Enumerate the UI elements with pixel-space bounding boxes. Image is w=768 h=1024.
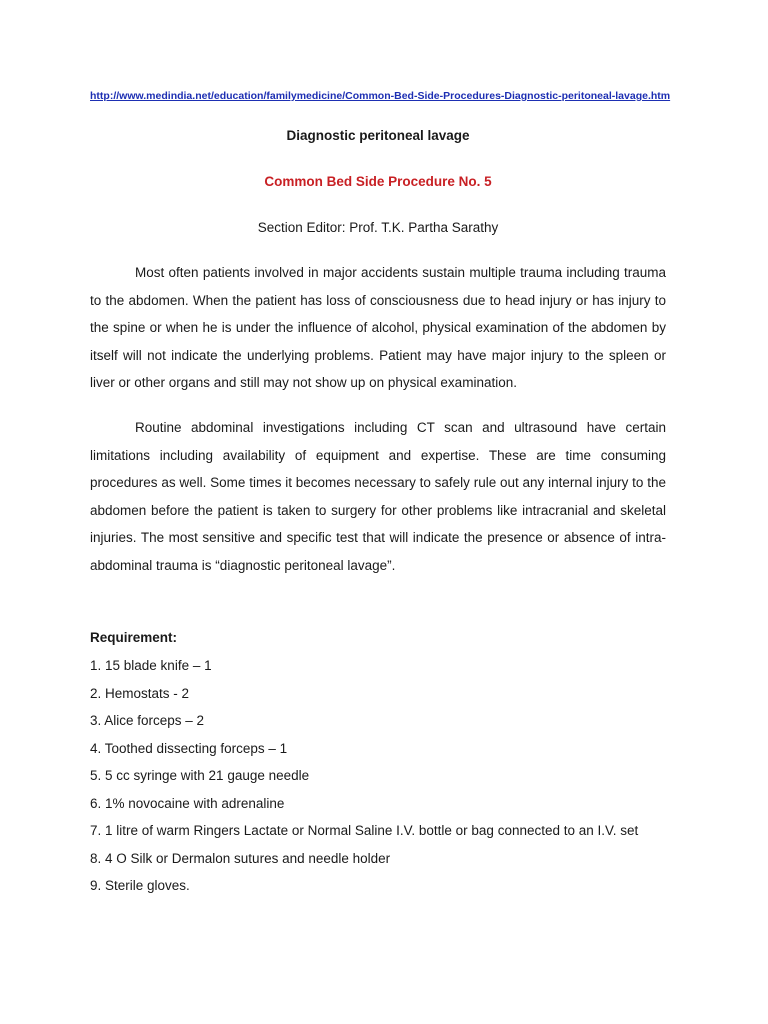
body-paragraph-2: Routine abdominal investigations including CT scan and ultrasound have certain limitations including availability of equipment and expertise. These are time consuming procedures as well. Some times it becomes necessary to safely rule out any internal injury to the abdomen before the patient is taken to surgery for other problems like intracranial and skeletal injuries. The most sensitive and specific test that will indicate the presence or absence of intra-abdominal trauma is “diagnostic peritoneal lavage”. [90, 420, 666, 573]
document-title: Diagnostic peritoneal lavage [286, 128, 470, 143]
list-item: 1. 15 blade knife – 1 [90, 658, 212, 673]
section-editor: Section Editor: Prof. T.K. Partha Sarathy [257, 220, 499, 235]
list-item: 8. 4 O Silk or Dermalon sutures and needle holder [90, 850, 391, 866]
list-item: 4. Toothed dissecting forceps – 1 [90, 740, 288, 756]
list-item: 6. 1% novocaine with adrenaline [90, 795, 285, 811]
body-paragraph-1: Most often patients involved in major accidents sustain multiple trauma including trauma to the abdomen. When the patient has loss of consciousness due to head injury or has injury to the spine or when he is under the influence of alcohol, physical examination of the abdomen by itself will not indicate the underlying problems. Patient may have major injury to the spleen or liver or other organs and still may not show up on physical examination. [90, 265, 666, 390]
list-item: 3. Alice forceps – 2 [90, 713, 205, 728]
source-url-link[interactable]: http://www.medindia.net/education/familymedicine/Common-Bed-Side-Procedures-Diagnostic-peritoneal-lavage.htm [90, 90, 671, 102]
list-item: 2. Hemostats - 2 [90, 685, 190, 701]
requirements-list [90, 652, 690, 900]
document-subtitle: Common Bed Side Procedure No. 5 [264, 174, 492, 189]
list-item: 9. Sterile gloves. [90, 878, 190, 893]
list-item: 5. 5 cc syringe with 21 gauge needle [90, 768, 310, 783]
list-item: 7. 1 litre of warm Ringers Lactate or Normal Saline I.V. bottle or bag connected to an I.V. set [90, 823, 639, 838]
requirements-heading: Requirement: [90, 630, 178, 645]
